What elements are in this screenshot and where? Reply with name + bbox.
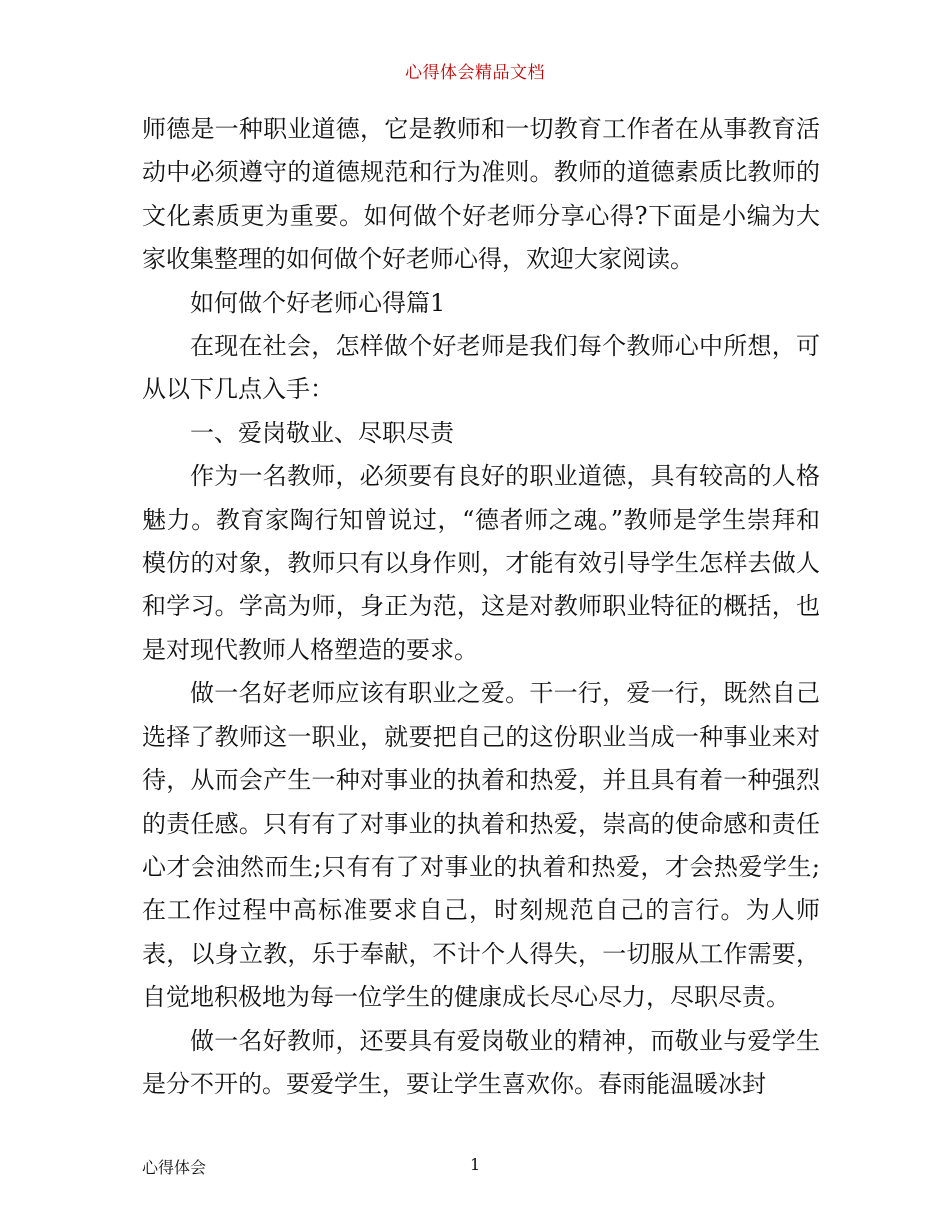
body-paragraph: 作为一名教师，必须要有良好的职业道德，具有较高的人格魅力。教育家陶行知曾说过，“德者师之魂。”教师是学生崇拜和模仿的对象，教师只有以身作则，才能有效引导学生怎样去做人和学习。学高为师，身正为范，这是对教师职业特征的概括，也是对现代教师人格塑造的要求。 — [142, 462, 820, 664]
header-title: 心得体会精品文档 — [405, 63, 545, 83]
section-heading: 如何做个好老师心得篇1 — [190, 288, 446, 317]
body-paragraph: 做一名好教师，还要具有爱岗敬业的精神，而敬业与爱学生是分不开的。要爱学生，要让学生喜欢你。春雨能温暖冰封 — [142, 1026, 820, 1098]
document-body — [142, 108, 820, 1106]
intro-paragraph: 师德是一种职业道德，它是教师和一切教育工作者在从事教育活动中必须遵守的道德规范和行为准则。教师的道德素质比教师的文化素质更为重要。如何做个好老师分享心得?下面是小编为大家收集整理的如何做个好老师心得，欢迎大家阅读。 — [142, 115, 820, 274]
body-paragraph: 在现在社会，怎样做个好老师是我们每个教师心中所想，可从以下几点入手： — [142, 332, 820, 404]
footer-label: 心得体会 — [142, 1158, 207, 1177]
body-paragraph: 做一名好老师应该有职业之爱。干一行，爱一行，既然自己选择了教师这一职业，就要把自己的这份职业当成一种事业来对待，从而会产生一种对事业的执着和热爱，并且具有着一种强烈的责任感。只有有了对事业的执着和热爱，崇高的使命感和责任心才会油然而生;只有有了对事业的执着和热爱，才会热爱学生;在工作过程中高标准要求自己，时刻规范自己的言行。为人师表，以身立教，乐于奉献，不计个人得失，一切服从工作需要，自觉地积极地为每一位学生的健康成长尽心尽力，尽职尽责。 — [142, 679, 820, 1012]
page-number: 1 — [470, 1155, 481, 1174]
subsection-heading: 一、爱岗敬业、尽职尽责 — [190, 418, 454, 447]
